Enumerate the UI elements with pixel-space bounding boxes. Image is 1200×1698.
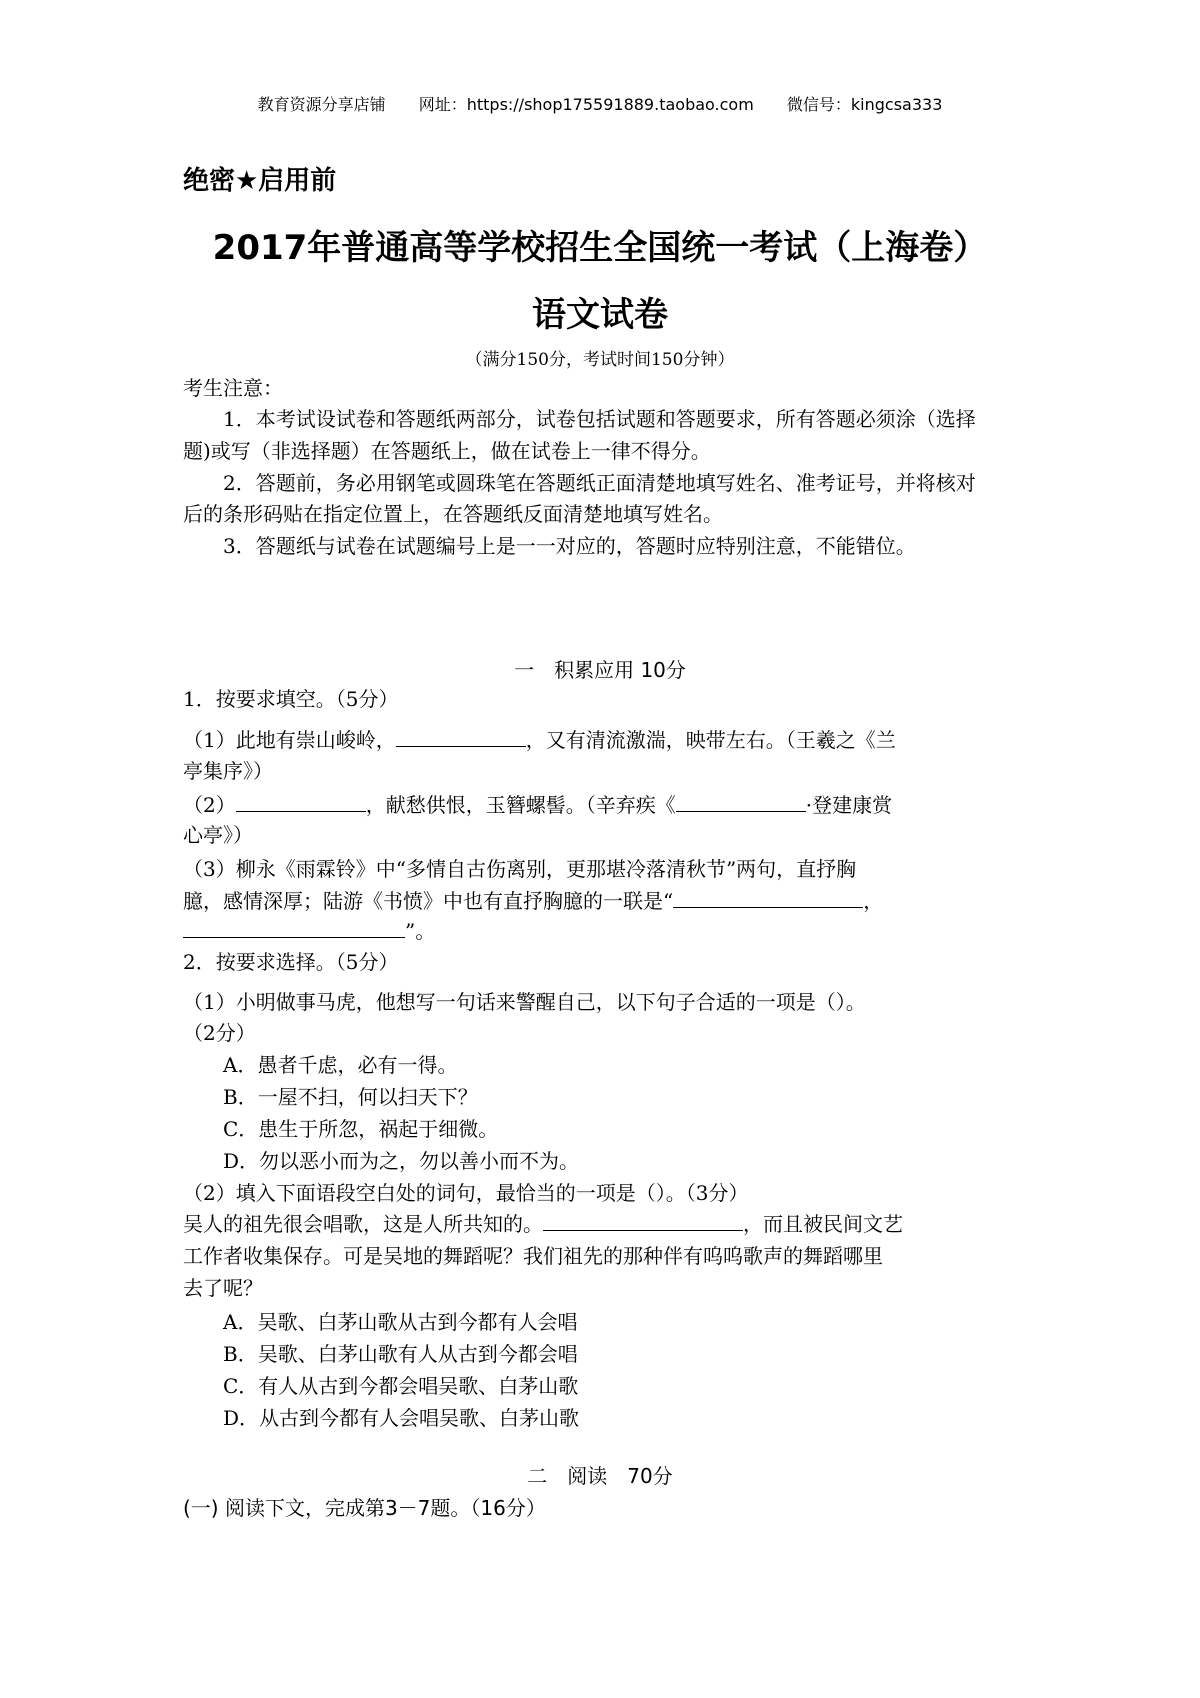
- section-1-heading: 一 积累应用 10分: [514, 658, 686, 682]
- q1-3-text-b: 臆，感情深厚；陆游《书愤》中也有直抒胸臆的一联是“: [183, 889, 674, 913]
- q1-3-text-c: ，: [863, 889, 884, 913]
- question-2-1b: （2分）: [183, 1021, 256, 1045]
- q2-2-passage-2: 工作者收集保存。可是吴地的舞蹈呢？我们祖先的那种伴有呜呜歌声的舞蹈哪里: [183, 1244, 883, 1268]
- q2-2-passage-1: [183, 1208, 903, 1240]
- question-1-2d: 心亭》）: [183, 823, 253, 847]
- section-2-heading: 二 阅读 70分: [527, 1464, 673, 1488]
- q2-2-passage-3: 去了呢？: [183, 1276, 263, 1300]
- header-url: 网址：https://shop175591889.taobao.com: [418, 95, 754, 114]
- q2-1-option-a: A．愚者千虑，必有一得。: [223, 1053, 458, 1077]
- q1-1-text-b: ，又有清流激湍，映带左右。（王羲之《兰: [525, 728, 896, 752]
- exam-subject-title: 语文试卷: [532, 295, 668, 335]
- header-shop: 教育资源分享店铺: [257, 95, 386, 114]
- q2-1-option-b: B．一屋不扫，何以扫天下？: [223, 1085, 478, 1109]
- notice-item-2b: 后的条形码贴在指定位置上，在答题纸反面清楚地填写姓名。: [183, 502, 723, 526]
- answer-blank[interactable]: [676, 791, 806, 812]
- notice-item-1a: 1．本考试设试卷和答题纸两部分，试卷包括试题和答题要求，所有答题必须涂（选择: [223, 407, 976, 431]
- exam-subtitle: （满分150分，考试时间150分钟）: [465, 350, 735, 370]
- answer-blank[interactable]: [543, 1210, 743, 1231]
- exam-title: 2017年普通高等学校招生全国统一考试（上海卷）: [212, 228, 988, 268]
- question-2: 2．按要求选择。（5分）: [183, 950, 399, 974]
- answer-blank[interactable]: [183, 917, 405, 938]
- notice-item-2a: 2．答题前，务必用钢笔或圆珠笔在答题纸正面清楚地填写姓名、准考证号，并将核对: [223, 471, 976, 495]
- question-1-3d: [183, 915, 435, 947]
- notice-item-3: 3．答题纸与试卷在试题编号上是一一对应的，答题时应特别注意，不能错位。: [223, 534, 916, 558]
- q2-1-option-c: C．患生于所忽，祸起于细微。: [223, 1117, 499, 1141]
- answer-blank[interactable]: [673, 887, 863, 908]
- q1-3-text-d: ”。: [405, 919, 436, 943]
- q1-2-text-b: ，献愁供恨，玉簪螺髻。（辛弃疾《: [365, 793, 676, 817]
- notice-item-1b: 题)或写（非选择题）在答题纸上，做在试卷上一律不得分。: [183, 439, 711, 463]
- question-1-1a: [183, 724, 896, 756]
- q2-2-option-a: A．吴歌、白茅山歌从古到今都有人会唱: [223, 1310, 578, 1334]
- q2-2-passage-text-a: 吴人的祖先很会唱歌，这是人所共知的。: [183, 1212, 543, 1236]
- q2-2-option-c: C．有人从古到今都会唱吴歌、白茅山歌: [223, 1374, 579, 1398]
- question-1-3a: （3）柳永《雨霖铃》中“多情自古伤离别，更那堪冷落清秋节”两句，直抒胸: [183, 857, 857, 881]
- q2-2-passage-text-b: ，而且被民间文艺: [743, 1212, 903, 1236]
- question-2-1a: （1）小明做事马虎，他想写一句话来警醒自己，以下句子合适的一项是（）。: [183, 990, 866, 1014]
- q1-1-text-a: （1）此地有崇山峻岭，: [183, 728, 396, 752]
- question-1: 1．按要求填空。（5分）: [183, 687, 399, 711]
- page-header: [0, 92, 1200, 115]
- q1-2-text-a: （2）: [183, 793, 236, 817]
- question-1-1c: 亭集序》）: [183, 759, 273, 783]
- reading-part-1: (一) 阅读下文，完成第3－7题。（16分）: [183, 1496, 546, 1520]
- q2-2-option-d: D．从古到今都有人会唱吴歌、白茅山歌: [223, 1406, 580, 1430]
- question-2-2: （2）填入下面语段空白处的词句，最恰当的一项是（）。（3分）: [183, 1181, 749, 1205]
- answer-blank[interactable]: [236, 791, 366, 812]
- question-1-3b: [183, 885, 883, 917]
- q2-1-option-d: D．勿以恶小而为之，勿以善小而不为。: [223, 1149, 580, 1173]
- q1-2-text-c: ·登建康赏: [805, 793, 893, 817]
- q2-2-option-b: B．吴歌、白茅山歌有人从古到今都会唱: [223, 1342, 578, 1366]
- answer-blank[interactable]: [396, 726, 526, 747]
- secret-mark: 绝密★启用前: [183, 166, 337, 196]
- header-wechat: 微信号：kingcsa333: [786, 95, 943, 114]
- notice-heading: 考生注意：: [183, 376, 283, 400]
- question-1-2a: [183, 789, 892, 821]
